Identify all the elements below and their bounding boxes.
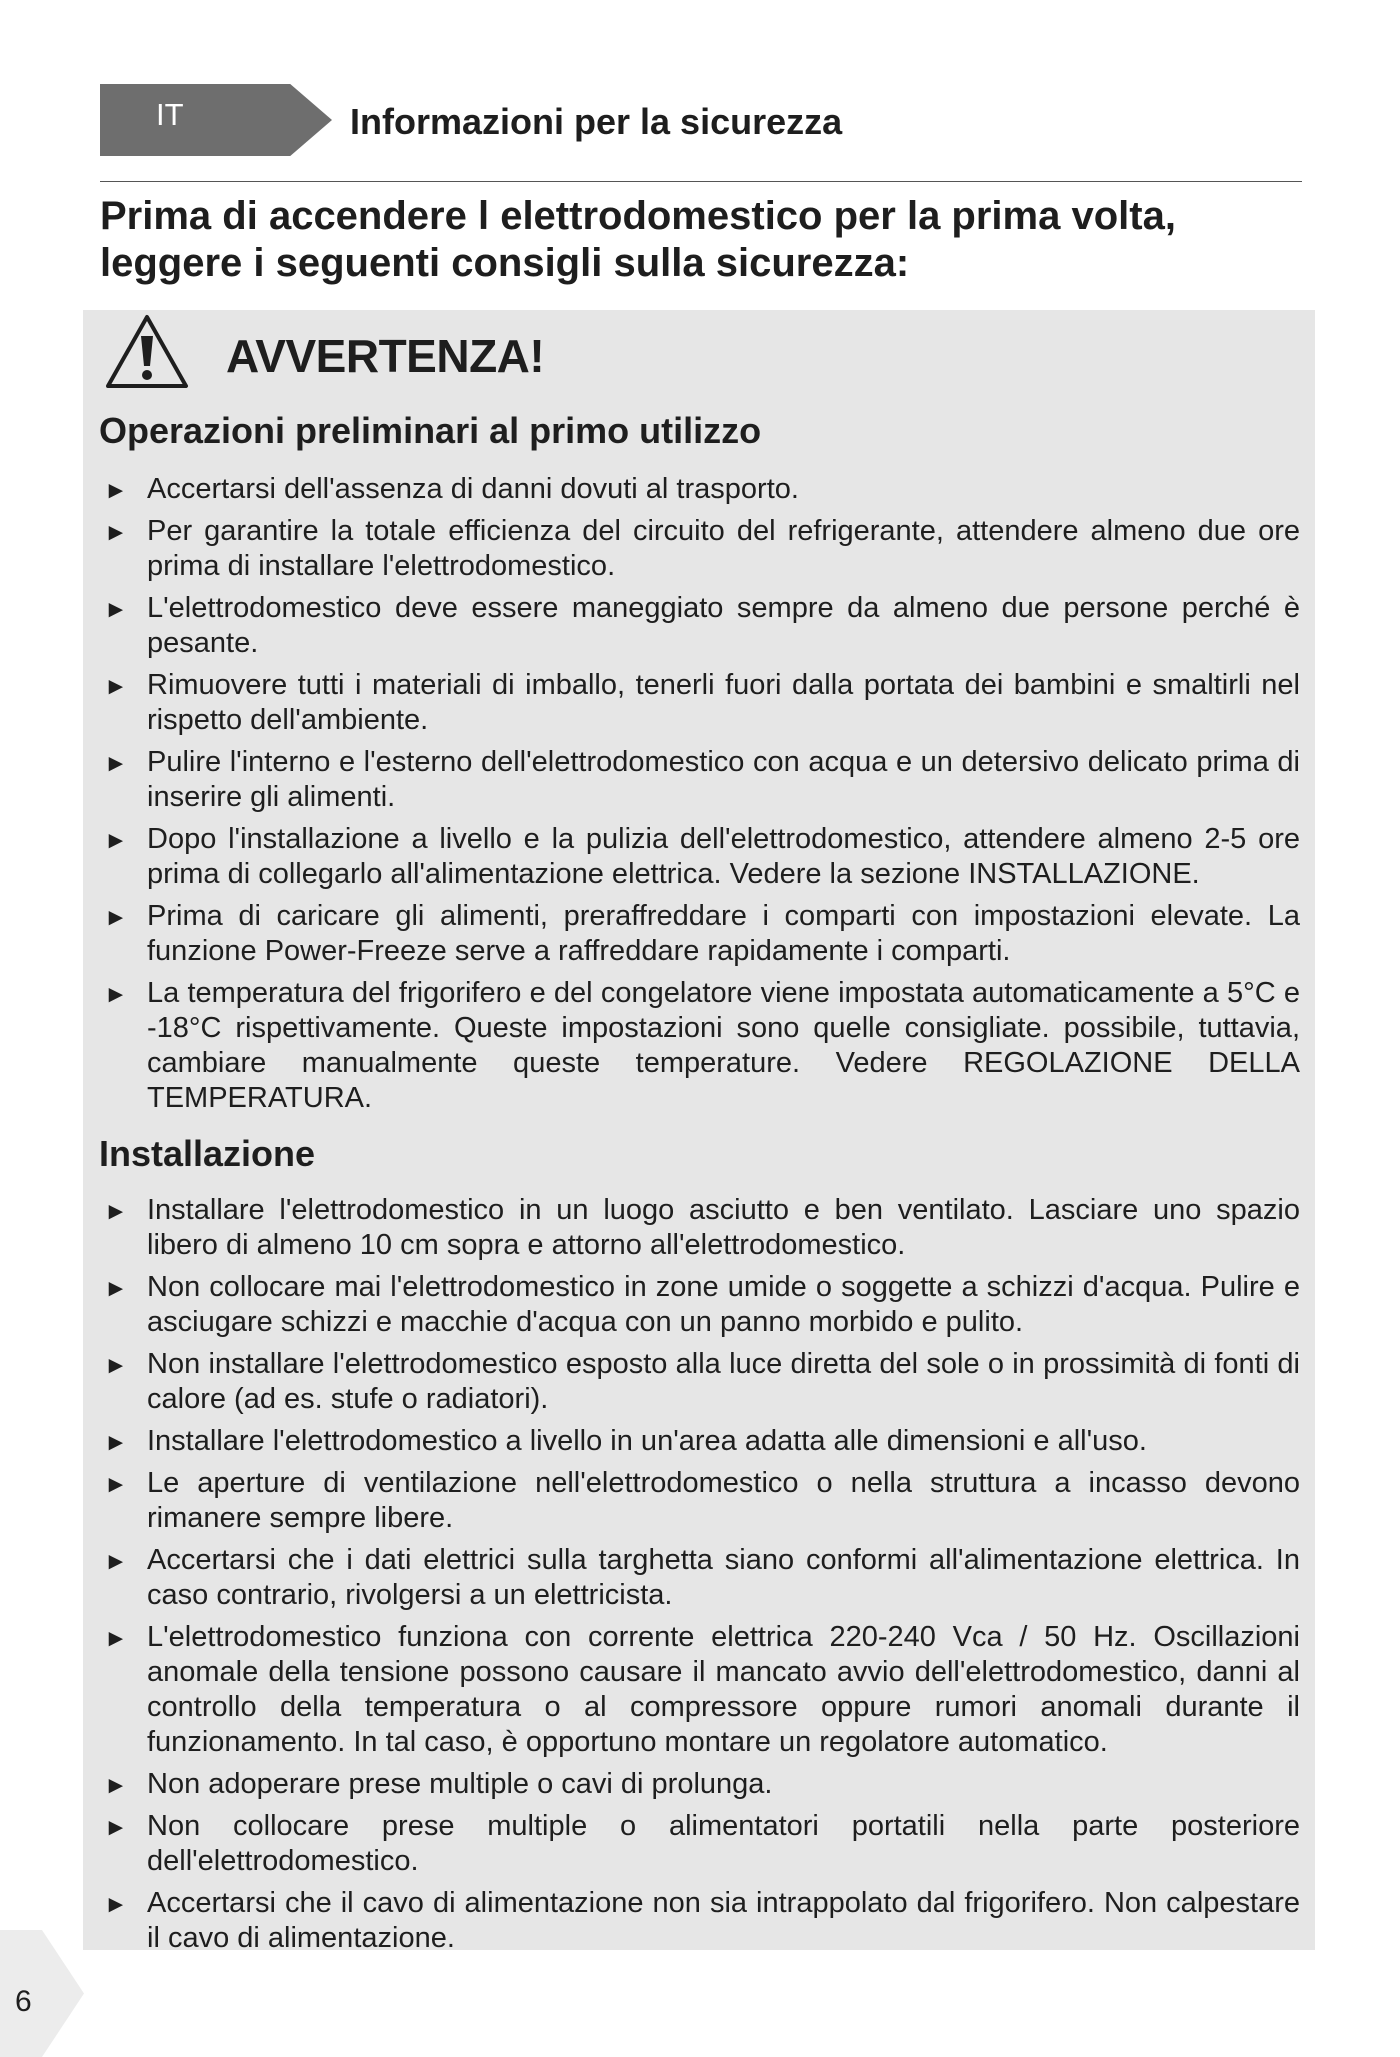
list-item-text: Non collocare prese multiple o alimentatori portatili nella parte posteriore dell'elettrodomestico.	[147, 1810, 1300, 1877]
list-item	[100, 1767, 1300, 1802]
list-item	[100, 899, 1300, 969]
list-item	[100, 1886, 1300, 1956]
preliminary-list	[100, 472, 1300, 1123]
list-item	[100, 1193, 1300, 1263]
list-item-text: Non collocare mai l'elettrodomestico in zone umide o soggette a schizzi d'acqua. Pulire e asciugare schizzi e macchie d'acqua con un panno morbido e pulito.	[147, 1271, 1300, 1338]
bullet-arrow-icon: ►	[104, 1198, 128, 1225]
page-corner	[0, 1930, 84, 2057]
list-item-text: Per garantire la totale efficienza del circuito del refrigerante, attendere almeno due ore prima di installare l'elettrodomestico.	[147, 515, 1300, 582]
page-number: 6	[15, 1985, 32, 2018]
bullet-arrow-icon: ►	[104, 596, 128, 623]
list-item-text: Installare l'elettrodomestico in un luogo asciutto e ben ventilato. Lasciare uno spazio libero di almeno 10 cm sopra e attorno all'elettrodomestico.	[147, 1194, 1300, 1261]
preliminary-heading: Operazioni preliminari al primo utilizzo	[99, 410, 762, 451]
list-item-text: Prima di caricare gli alimenti, preraffreddare i comparti con impostazioni elevate. La funzione Power-Freeze serve a raffreddare rapidamente i comparti.	[147, 900, 1300, 967]
bullet-arrow-icon: ►	[104, 1429, 128, 1456]
list-item	[100, 668, 1300, 738]
list-item	[100, 1809, 1300, 1879]
bullet-arrow-icon: ►	[104, 904, 128, 931]
bullet-arrow-icon: ►	[104, 519, 128, 546]
list-item	[100, 745, 1300, 815]
list-item-text: Accertarsi che i dati elettrici sulla targhetta siano conformi all'alimentazione elettrica. In caso contrario, rivolgersi a un elettricista.	[147, 1544, 1300, 1611]
bullet-arrow-icon: ►	[104, 1275, 128, 1302]
list-item-text: Non installare l'elettrodomestico esposto alla luce diretta del sole o in prossimità di fonti di calore (ad es. stufe o radiatori).	[147, 1348, 1300, 1415]
list-item	[100, 1270, 1300, 1340]
language-code: IT	[156, 97, 184, 132]
bullet-arrow-icon: ►	[104, 477, 128, 504]
list-item-text: Pulire l'interno e l'esterno dell'elettrodomestico con acqua e un detersivo delicato prima di inserire gli alimenti.	[147, 746, 1300, 813]
bullet-arrow-icon: ►	[104, 673, 128, 700]
bullet-arrow-icon: ►	[104, 1814, 128, 1841]
bullet-arrow-icon: ►	[104, 981, 128, 1008]
list-item-text: La temperatura del frigorifero e del congelatore viene impostata automaticamente a 5°C e -18°C rispettivamente. Queste impostazioni sono quelle consigliate. possibile, tuttavia, cambiare manualmente queste temperature. Vedere REGOLAZIONE DELLA TEMPERATURA.	[147, 977, 1300, 1114]
list-item-text: L'elettrodomestico funziona con corrente elettrica 220-240 Vca / 50 Hz. Oscillazioni anomale della tensione possono causare il mancato avvio dell'elettrodomestico, danni al controllo della temperatura o al compressore oppure rumori anomali durante il funzionamento. In tal caso, è opportuno montare un regolatore automatico.	[147, 1621, 1300, 1758]
list-item	[100, 1424, 1300, 1459]
list-item-text: Dopo l'installazione a livello e la pulizia dell'elettrodomestico, attendere almeno 2-5 ore prima di collegarlo all'alimentazione elettrica. Vedere la sezione INSTALLAZIONE.	[147, 823, 1300, 890]
list-item	[100, 472, 1300, 507]
bullet-arrow-icon: ►	[104, 1891, 128, 1918]
list-item	[100, 1620, 1300, 1760]
list-item	[100, 822, 1300, 892]
list-item	[100, 591, 1300, 661]
list-item-text: Le aperture di ventilazione nell'elettrodomestico o nella struttura a incasso devono rimanere sempre libere.	[147, 1467, 1300, 1534]
installation-heading: Installazione	[99, 1133, 316, 1174]
bullet-arrow-icon: ►	[104, 750, 128, 777]
warning-title: AVVERTENZA!	[226, 330, 545, 382]
list-item	[100, 1347, 1300, 1417]
bullet-arrow-icon: ►	[104, 1625, 128, 1652]
section-title: Informazioni per la sicurezza	[350, 101, 843, 142]
list-item	[100, 1466, 1300, 1536]
list-item-text: Rimuovere tutti i materiali di imballo, tenerli fuori dalla portata dei bambini e smaltirli nel rispetto dell'ambiente.	[147, 669, 1300, 736]
bullet-arrow-icon: ►	[104, 1548, 128, 1575]
bullet-arrow-icon: ►	[104, 1772, 128, 1799]
bullet-arrow-icon: ►	[104, 827, 128, 854]
list-item	[100, 514, 1300, 584]
bullet-arrow-icon: ►	[104, 1471, 128, 1498]
list-item-text: L'elettrodomestico deve essere maneggiato sempre da almeno due persone perché è pesante.	[147, 592, 1300, 659]
bullet-arrow-icon: ►	[104, 1352, 128, 1379]
list-item-text: Accertarsi che il cavo di alimentazione non sia intrappolato dal frigorifero. Non calpestare il cavo di alimentazione.	[147, 1887, 1300, 1954]
list-item-text: Non adoperare prese multiple o cavi di prolunga.	[147, 1768, 773, 1800]
list-item-text: Accertarsi dell'assenza di danni dovuti al trasporto.	[147, 473, 799, 505]
installation-list	[100, 1193, 1300, 1963]
list-item-text: Installare l'elettrodomestico a livello in un'area adatta alle dimensioni e all'uso.	[147, 1425, 1147, 1457]
list-item	[100, 976, 1300, 1116]
language-tab	[100, 84, 332, 156]
intro-text: Prima di accendere l elettrodomestico per la prima volta, leggere i seguenti consigli sulla sicurezza:	[100, 194, 1176, 285]
list-item	[100, 1543, 1300, 1613]
warning-triangle-icon	[104, 312, 190, 392]
header-divider	[100, 181, 1302, 182]
